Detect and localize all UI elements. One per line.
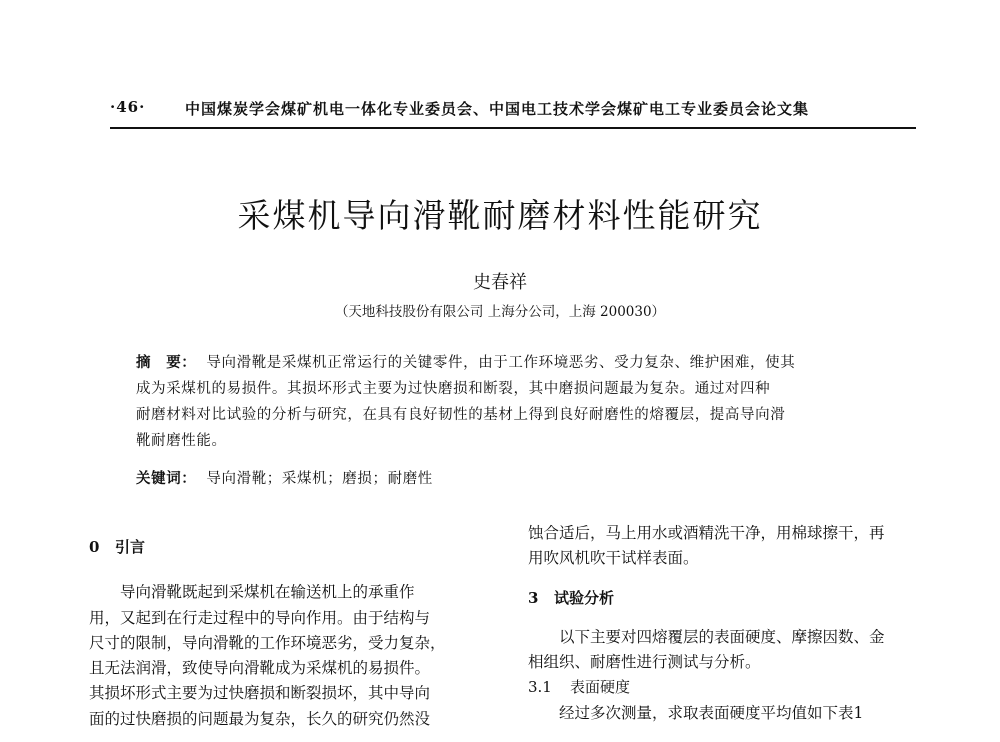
paper-title: 采煤机导向滑靴耐磨材料性能研究 [237, 196, 763, 235]
right-column [528, 521, 918, 726]
journal-title: 中国煤炭学会煤矿机电一体化专业委员会、中国电工技术学会煤矿电工专业委员会论文集 [185, 100, 810, 118]
section-heading: 0 引言 [89, 538, 146, 556]
body-line: 蚀合适后，马上用水或酒精洗干净，用棉球擦干，再 [528, 524, 885, 542]
body-line: 经过多次测量，求取表面硬度平均值如下表1 [559, 703, 864, 722]
abstract-line: 摘 要： 导向滑靴是采煤机正常运行的关键零件，由于工作环境恶劣、受力复杂、维护困难，使其 [136, 354, 796, 371]
abstract [136, 350, 896, 454]
body-line: 相组织、耐磨性进行测试与分析。 [528, 653, 761, 672]
abstract-line: 耐磨材料对比试验的分析与研究，在具有良好韧性的基材上得到良好耐磨性的熔覆层，提高导向滑 [136, 407, 786, 423]
subsection-heading: 3.1 表面硬度 [528, 678, 631, 697]
running-header [110, 98, 910, 128]
abstract-line: 靴耐磨性能。 [136, 433, 227, 449]
body-line: 面的过快磨损的问题最为复杂，长久的研究仍然没 [89, 709, 431, 728]
body-line: 用吹风机吹干试样表面。 [528, 549, 699, 568]
body-line: 导向滑靴既起到采煤机在输送机上的承重作 [120, 583, 415, 602]
body-line: 尺寸的限制，导向滑靴的工作环境恶劣，受力复杂， [89, 633, 446, 652]
section-heading: 3 试验分析 [528, 588, 615, 607]
author-affiliation: （天地科技股份有限公司 上海分公司，上海 200030） [334, 304, 666, 320]
author-name: 史春祥 [473, 272, 527, 293]
abstract-label: 摘 要： [136, 354, 197, 371]
body-line: 以下主要对四熔覆层的表面硬度、摩擦因数、金 [559, 627, 885, 646]
abstract-line: 成为采煤机的易损件。其损坏形式主要为过快磨损和断裂，其中磨损问题最为复杂。通过对四种 [136, 381, 771, 397]
keywords-text: 导向滑靴；采煤机；磨损；耐磨性 [206, 471, 433, 487]
body-line: 用，又起到在行走过程中的导向作用。由于结构与 [89, 608, 431, 627]
page-number: ·46· [110, 98, 146, 116]
body-line: 且无法润滑，致使导向滑靴成为采煤机的易损件。 [89, 659, 431, 678]
keywords-label: 关键词： [136, 470, 197, 487]
body-line: 其损坏形式主要为过快磨损和断裂损坏，其中导向 [89, 684, 431, 703]
header-rule [110, 127, 916, 129]
left-column [89, 535, 503, 732]
keywords [136, 467, 896, 488]
